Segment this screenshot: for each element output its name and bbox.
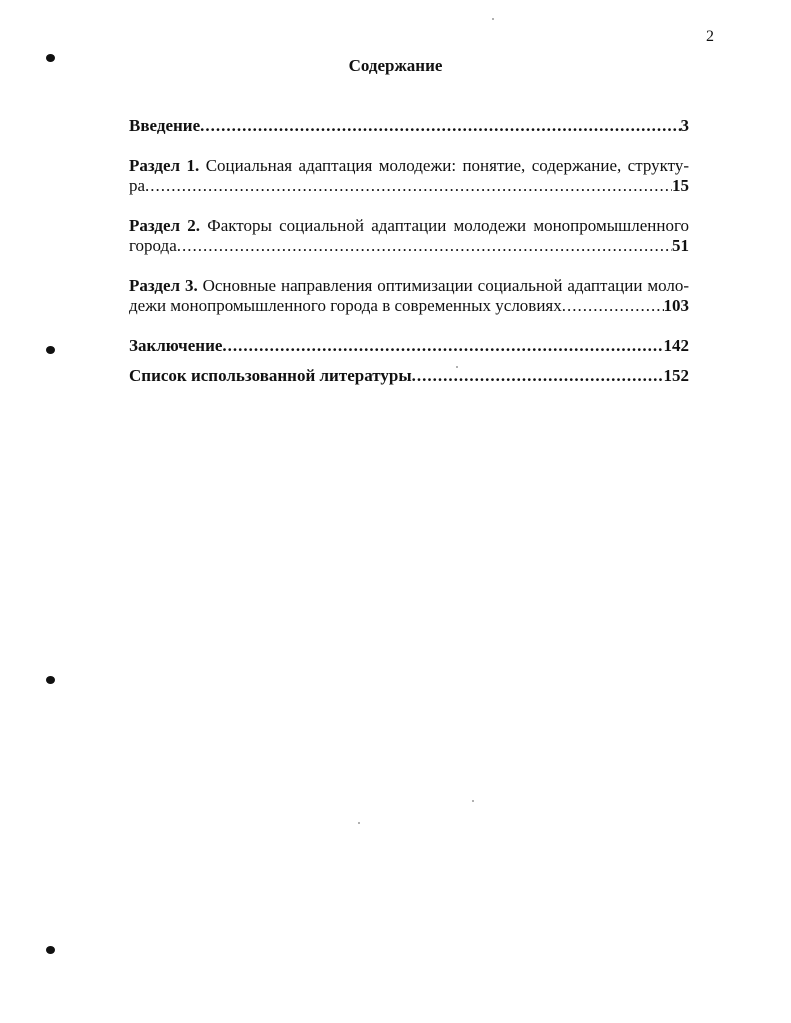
- toc-leader-dots: [562, 296, 664, 316]
- toc-entry-page: 103: [663, 296, 689, 315]
- toc-entry-introduction[interactable]: [129, 116, 689, 136]
- scan-speck: [472, 800, 474, 802]
- toc-leader-dots: [145, 176, 672, 196]
- page-title: Содержание: [348, 56, 443, 75]
- toc-entry-title-line-2: ра: [129, 176, 146, 195]
- toc-entry-title-line-2: дежи монопромышленного города в современных условиях: [129, 296, 562, 315]
- scan-speck: [492, 18, 494, 20]
- toc-entry-page: 142: [663, 336, 689, 355]
- page-number: 2: [706, 28, 714, 45]
- binder-hole-4: [46, 946, 55, 954]
- toc-entry-prefix: Раздел 1.: [129, 156, 200, 175]
- toc-leader-dots: [222, 336, 663, 356]
- toc-entry-label: Заключение: [129, 336, 223, 355]
- toc-entry-references[interactable]: [129, 366, 689, 386]
- toc-entry-prefix: Раздел 3.: [129, 276, 198, 295]
- toc-entry-label: Введение: [129, 116, 201, 135]
- toc-leader-dots: [412, 366, 664, 386]
- binder-hole-3: [46, 676, 55, 684]
- toc-entry-section-2[interactable]: [129, 216, 689, 256]
- toc-entry-conclusion[interactable]: [129, 336, 689, 356]
- toc-leader-dots: [177, 236, 672, 256]
- toc-leader-dots: [200, 116, 680, 136]
- toc-entry-page: 15: [672, 176, 689, 195]
- scan-speck: [358, 822, 360, 824]
- toc-entry-page: 3: [680, 116, 689, 135]
- binder-hole-2: [46, 346, 55, 354]
- toc-entry-title-line-2: города: [129, 236, 177, 255]
- toc-entry-prefix: Раздел 2.: [129, 216, 201, 235]
- toc-entry-section-3[interactable]: [129, 276, 689, 316]
- toc-entry-page: 152: [663, 366, 689, 385]
- toc-entry-section-1[interactable]: [129, 156, 689, 196]
- toc-entry-page: 51: [672, 236, 689, 255]
- table-of-contents: [129, 116, 689, 386]
- toc-entry-label: Список использованной литературы: [129, 366, 412, 385]
- toc-entry-title-line-1: Факторы социальной адаптации молодежи монопромышленного: [207, 216, 689, 235]
- toc-entry-title-line-1: Основные направления оптимизации социальной адаптации моло-: [202, 276, 689, 295]
- toc-entry-title-line-1: Социальная адаптация молодежи: понятие, содержание, структу-: [205, 156, 689, 175]
